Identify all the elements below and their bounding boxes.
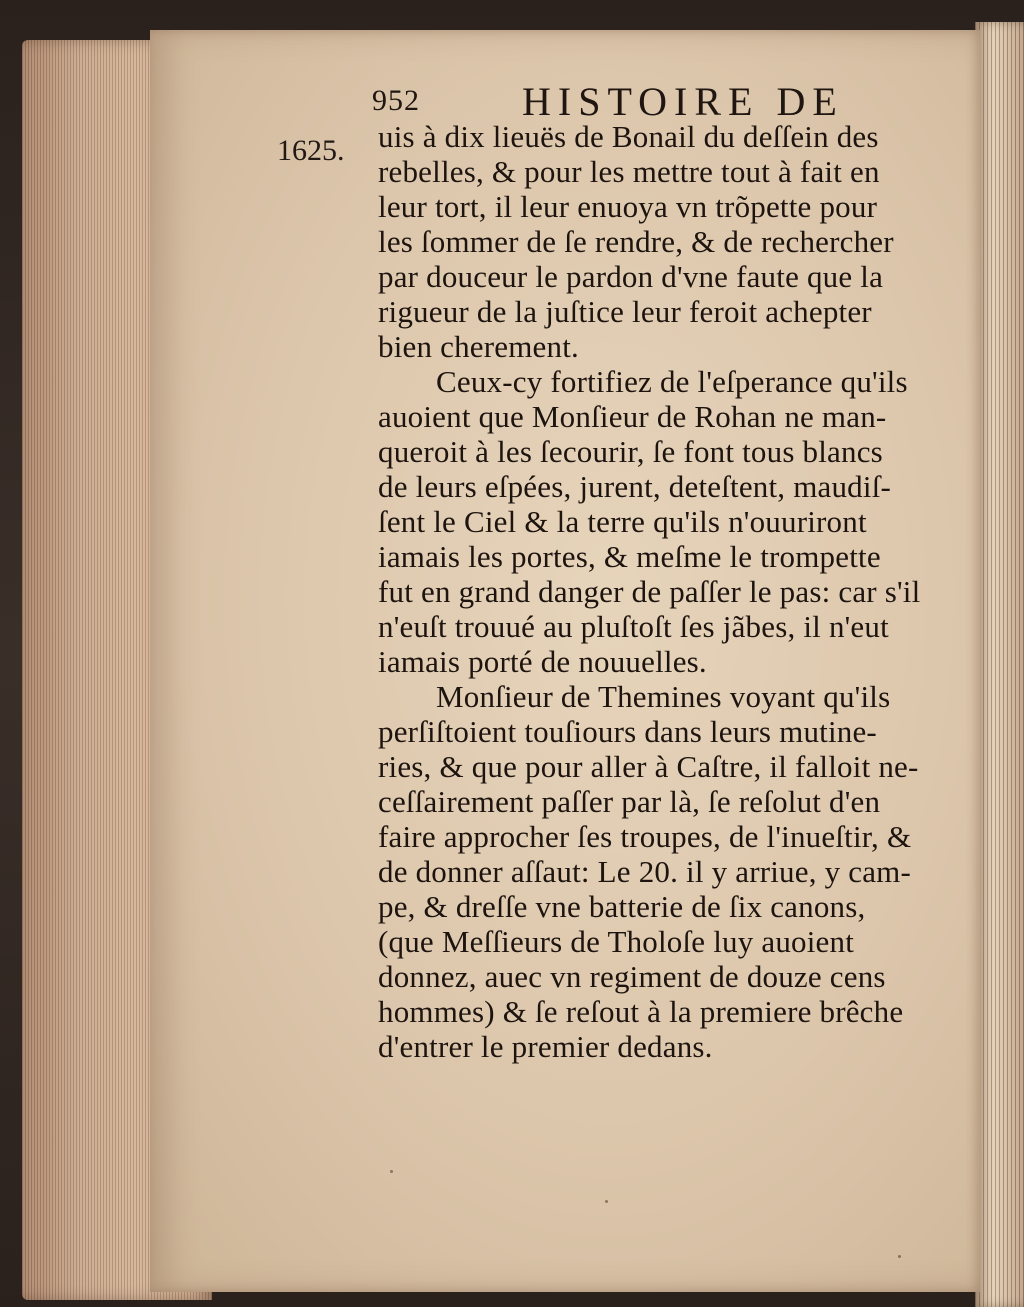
body-text (378, 119, 978, 1064)
text-line: rigueur de la juſtice leur feroit achepter (378, 294, 872, 329)
running-head: HISTOIRE DE (522, 79, 844, 124)
text-line: bien cherement. (378, 329, 579, 364)
paragraph-start-line: Monſieur de Themines voyant qu'ils (436, 679, 891, 714)
text-line: de leurs eſpées, jurent, deteſtent, maudiſ- (378, 469, 892, 504)
text-line: perſiſtoient touſiours dans leurs mutine- (378, 714, 877, 749)
text-line: hommes) & ſe reſout à la premiere brêche (378, 994, 904, 1029)
text-line: uis à dix lieuës de Bonail du deſſein des (378, 119, 879, 154)
text-line: leur tort, il leur enuoya vn trõpette pour (378, 189, 878, 224)
text-line: iamais les portes, & meſme le trompette (378, 539, 881, 574)
text-line: (que Meſſieurs de Tholoſe luy auoient (378, 924, 855, 959)
text-line: donnez, auec vn regiment de douze cens (378, 959, 886, 994)
text-line: auoient que Monſieur de Rohan ne man- (378, 399, 887, 434)
text-line: pe, & dreſſe vne batterie de ſix canons, (378, 889, 866, 924)
text-line: fut en grand danger de paſſer le pas: car s'il (378, 574, 921, 609)
text-line: de donner aſſaut: Le 20. il y arriue, y cam- (378, 854, 912, 889)
text-line: ceſſairement paſſer par là, ſe reſolut d'en (378, 784, 881, 819)
text-line: iamais porté de nouuelles. (378, 644, 707, 679)
paragraph-start-line: Ceux-cy fortifiez de l'eſperance qu'ils (436, 364, 908, 399)
ink-speck (898, 1255, 901, 1258)
text-line: faire approcher ſes troupes, de l'inueſtir, & (378, 819, 912, 854)
text-line: par douceur le pardon d'vne faute que la (378, 259, 884, 294)
text-line: ſent le Ciel & la terre qu'ils n'ouuriront (378, 504, 867, 539)
margin-year-note: 1625. (277, 134, 345, 167)
text-line: queroit à les ſecourir, ſe font tous blancs (378, 434, 883, 469)
ink-speck (390, 1170, 393, 1173)
page-header (372, 78, 892, 122)
text-line: rebelles, & pour les mettre tout à fait en (378, 154, 880, 189)
text-line: d'entrer le premier dedans. (378, 1029, 713, 1064)
ink-speck (605, 1200, 608, 1203)
text-line: ries, & que pour aller à Caſtre, il falloit ne- (378, 749, 919, 784)
book-right-page-edges (975, 22, 1024, 1307)
text-line: les ſommer de ſe rendre, & de rechercher (378, 224, 894, 259)
text-line: n'euſt trouué au pluſtoſt ſes jãbes, il n'eut (378, 609, 889, 644)
page-number: 952 (372, 84, 420, 117)
